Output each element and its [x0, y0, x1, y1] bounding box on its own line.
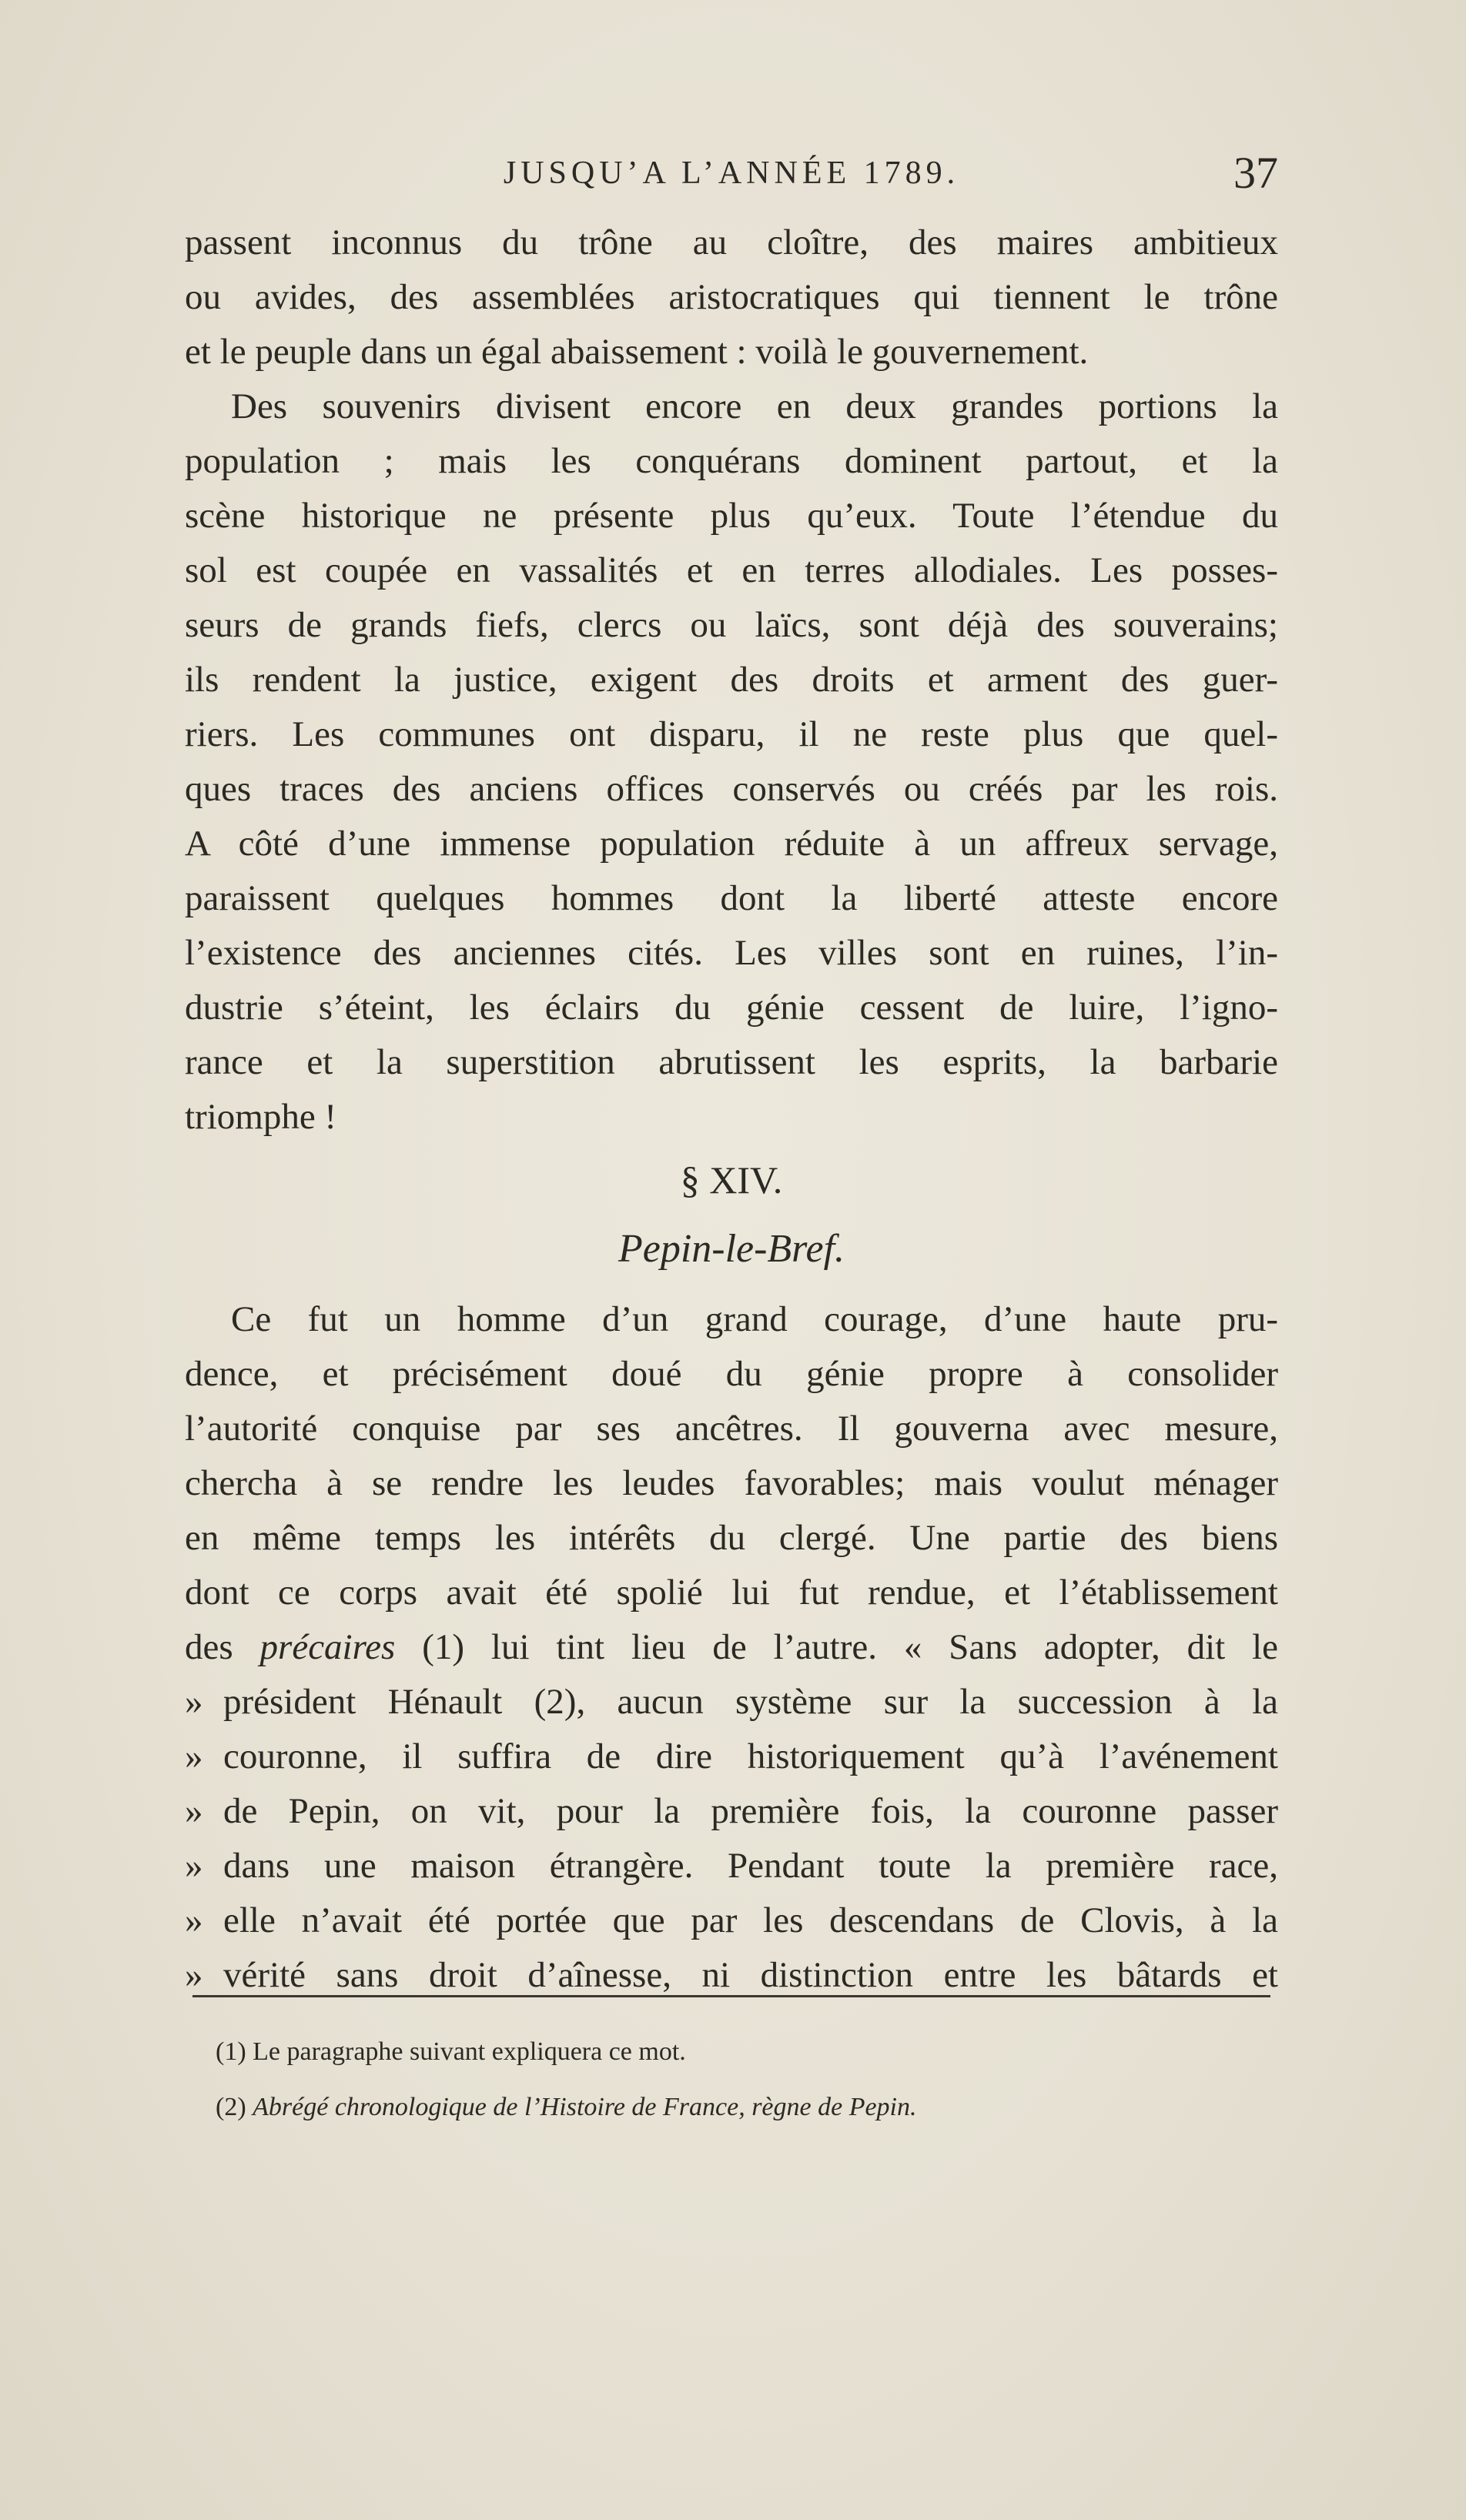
- quoted-text: de Pepin, on vit, pour la première fois, la couronne passer: [223, 1791, 1278, 1831]
- text-line: dustrie s’éteint, les éclairs du génie cessent de luire, l’igno-: [185, 988, 1278, 1028]
- text-line: en même temps les intérêts du clergé. Une partie des biens: [185, 1518, 1278, 1558]
- text-line: chercha à se rendre les leudes favorables; mais voulut ménager: [185, 1463, 1278, 1503]
- quote-mark: »: [185, 1736, 203, 1776]
- italic-term: précaires: [259, 1627, 396, 1667]
- page-number: 37: [1233, 148, 1278, 198]
- quoted-line: [185, 1784, 1278, 1839]
- page-body: [185, 216, 1278, 2003]
- text-line: rance et la superstition abrutissent les esprits, la barbarie: [185, 1042, 1278, 1082]
- text-line: ou avides, des assemblées aristocratiques qui tiennent le trône: [185, 277, 1278, 317]
- paragraph-3: [185, 1292, 1278, 2003]
- text-line: dence, et précisément doué du génie propre à consolider: [185, 1354, 1278, 1394]
- footnote-2-text: Abrégé chronologique de l’Histoire de France, règne de Pepin.: [253, 2093, 917, 2121]
- text-line: scène historique ne présente plus qu’eux. Toute l’étendue du: [185, 496, 1278, 536]
- paragraph-2: [185, 379, 1278, 1145]
- quoted-text: couronne, il suffira de dire historiquement qu’à l’avénement: [223, 1736, 1278, 1776]
- footnote-2: [216, 2080, 1263, 2135]
- text-line: paraissent quelques hommes dont la liberté atteste encore: [185, 878, 1278, 918]
- text-line: passent inconnus du trône au cloître, des maires ambitieux: [185, 222, 1278, 262]
- text-fragment: (1) lui tint lieu de l’autre. « Sans adopter, dit le: [395, 1627, 1279, 1667]
- text-line: riers. Les communes ont disparu, il ne reste plus que quel-: [185, 714, 1278, 754]
- text-line: triomphe !: [185, 1097, 337, 1137]
- quoted-text: elle n’avait été portée que par les descendans de Clovis, à la: [223, 1900, 1278, 1940]
- quote-mark: »: [185, 1846, 203, 1886]
- text-line: sol est coupée en vassalités et en terres allodiales. Les posses-: [185, 550, 1278, 590]
- text-line: l’existence des anciennes cités. Les villes sont en ruines, l’in-: [185, 933, 1278, 973]
- quote-mark: »: [185, 1682, 203, 1722]
- quote-mark: »: [185, 1955, 203, 1995]
- quoted-text: vérité sans droit d’aînesse, ni distinction entre les bâtards et: [223, 1955, 1278, 1995]
- text-line: A côté d’une immense population réduite à un affreux servage,: [185, 824, 1278, 864]
- quoted-line: [185, 1839, 1278, 1893]
- quoted-text: dans une maison étrangère. Pendant toute la première race,: [223, 1846, 1278, 1886]
- text-line: population ; mais les conquérans dominent partout, et la: [185, 441, 1278, 481]
- text-line: ques traces des anciens offices conservés ou créés par les rois.: [185, 769, 1278, 809]
- quoted-line: [185, 1675, 1278, 1730]
- footnote-2-number: (2): [216, 2093, 246, 2121]
- footnote-rule: [192, 1995, 1270, 1997]
- text-line-precaires: [185, 1620, 1278, 1675]
- text-line: Des souvenirs divisent encore en deux grandes portions la: [231, 386, 1278, 426]
- quoted-text: président Hénault (2), aucun système sur la succession à la: [223, 1682, 1278, 1722]
- section-number: § XIV.: [680, 1158, 783, 1202]
- quoted-line: [185, 1893, 1278, 1948]
- footnote-1: (1) Le paragraphe suivant expliquera ce mot.: [216, 2037, 686, 2066]
- text-line: dont ce corps avait été spolié lui fut rendue, et l’établissement: [185, 1572, 1278, 1613]
- quoted-line: [185, 1730, 1278, 1784]
- text-fragment: des: [185, 1627, 260, 1667]
- quote-mark: »: [185, 1900, 203, 1940]
- text-line: Ce fut un homme d’un grand courage, d’une haute pru-: [231, 1299, 1278, 1339]
- paragraph-1: [185, 216, 1278, 379]
- quote-mark: »: [185, 1791, 203, 1831]
- footnotes: [216, 2024, 1263, 2135]
- page-header: [185, 139, 1278, 208]
- running-title: JUSQU’A L’ANNÉE 1789.: [503, 155, 960, 191]
- text-line: et le peuple dans un égal abaissement : voilà le gouvernement.: [185, 332, 1089, 372]
- text-line: seurs de grands fiefs, clercs ou laïcs, sont déjà des souverains;: [185, 605, 1278, 645]
- text-line: ils rendent la justice, exigent des droits et arment des guer-: [185, 660, 1278, 700]
- text-line: l’autorité conquise par ses ancêtres. Il gouverna avec mesure,: [185, 1409, 1278, 1449]
- section-title: Pepin-le-Bref.: [618, 1227, 845, 1271]
